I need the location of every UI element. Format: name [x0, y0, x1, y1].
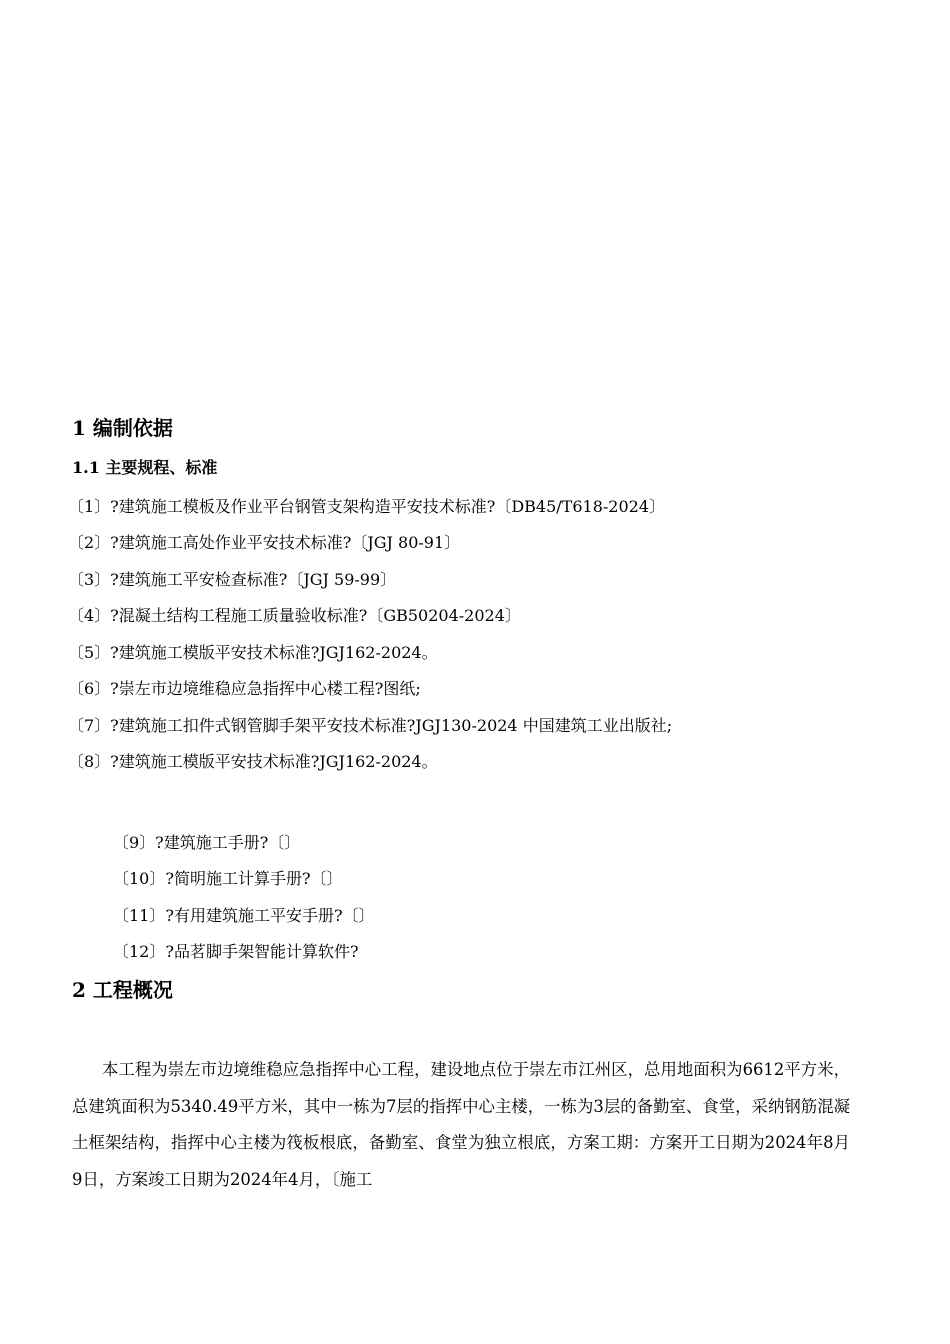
- reference-item-12: 〔12〕?品茗脚手架智能计算软件?: [113, 942, 359, 961]
- section-1-heading: 1 编制依据: [72, 416, 173, 440]
- reference-item-9: 〔9〕?建筑施工手册?〔〕: [113, 833, 301, 852]
- section-1-1-subheading: 1.1 主要规程、标准: [72, 458, 218, 477]
- project-overview-paragraph: 本工程为崇左市边境维稳应急指挥中心工程，建设地点位于崇左市江州区，总用地面积为6612平方米，总建筑面积为5340.49平方米，其中一栋为7层的指挥中心主楼，一栋为3层的备勤室、食堂，采纳钢筋混凝土框架结构，指挥中心主楼为筏板根底，备勤室、食堂为独立根底，方案工期：方案开工日期为2024年8月9日，方案竣工日期为2024年4月，〔施工: [72, 1060, 850, 1189]
- reference-item-5: 〔5〕?建筑施工模版平安技术标准?JGJ162-2024。: [68, 643, 438, 662]
- reference-item-11: 〔11〕?有用建筑施工平安手册?〔〕: [113, 906, 375, 925]
- reference-item-4: 〔4〕?混凝土结构工程施工质量验收标准?〔GB50204-2024〕: [68, 606, 521, 625]
- reference-item-7: 〔7〕?建筑施工扣件式钢管脚手架平安技术标准?JGJ130-2024 中国建筑工业出版社;: [68, 716, 673, 735]
- reference-item-6: 〔6〕?崇左市边境维稳应急指挥中心楼工程?图纸;: [68, 679, 421, 698]
- reference-item-1: 〔1〕?建筑施工模板及作业平台钢管支架构造平安技术标准?〔DB45/T618-2024〕: [68, 497, 666, 516]
- section-2-heading: 2 工程概况: [72, 978, 173, 1002]
- reference-item-8: 〔8〕?建筑施工模版平安技术标准?JGJ162-2024。: [68, 752, 438, 771]
- reference-item-10: 〔10〕?简明施工计算手册?〔〕: [113, 869, 343, 888]
- reference-item-2: 〔2〕?建筑施工高处作业平安技术标准?〔JGJ 80-91〕: [68, 533, 461, 552]
- reference-item-3: 〔3〕?建筑施工平安检查标准?〔JGJ 59-99〕: [68, 570, 397, 589]
